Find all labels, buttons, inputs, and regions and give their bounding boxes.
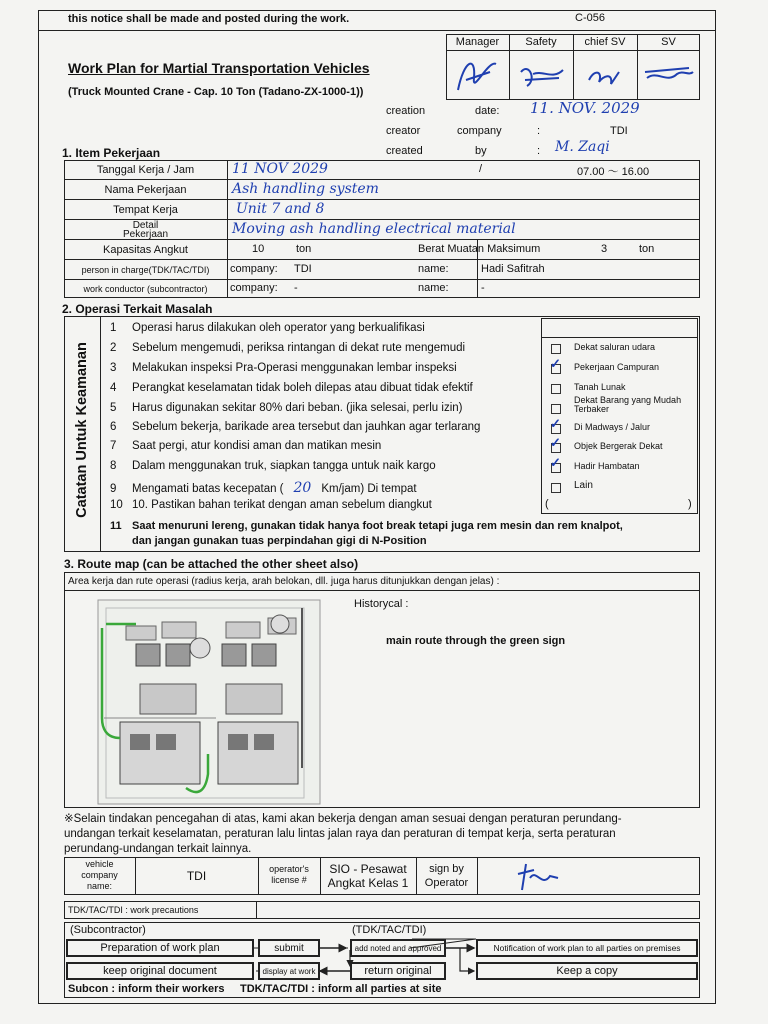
safety-item-6: 6 Sebelum bekerja, barikade area tersebut dan jauhkan agar terlarang: [110, 421, 481, 433]
checkmark-pekerjaan-campuran: ✓: [550, 356, 561, 371]
declaration-line-1: ※Selain tindakan pencegahan di atas, kami akan bekerja dengan aman sesuai dengan peraturan perundang-: [64, 813, 622, 825]
flow-footer-subcon: Subcon : inform their workers: [68, 983, 225, 995]
flow-arrows: [64, 936, 700, 986]
section2-title: 2. Operasi Terkait Masalah: [62, 302, 213, 316]
company-colon: :: [537, 125, 541, 137]
by-label: by: [475, 145, 487, 157]
checkmark-objek-bergerak: ✓: [550, 435, 561, 450]
pic-label: person in charge(TDK/TAC/TDI): [64, 260, 228, 279]
check-label-madways: Di Madways / Jalur: [574, 422, 651, 432]
signature-chief-sv: [573, 50, 637, 100]
safety-item-11-cont: dan jangan gunakan tuas perpindahan gigi di N-Position: [132, 535, 427, 547]
vehicle-label: vehicle company name:: [81, 859, 118, 891]
historical-label: Historycal :: [354, 598, 409, 610]
checkmark-madways: ✓: [550, 416, 561, 431]
approval-col-safety: Safety: [525, 36, 557, 48]
row-conductor: [64, 280, 700, 298]
check-label-lain: Lain: [574, 480, 593, 491]
signature-safety: [509, 50, 573, 100]
conductor-name-value: -: [481, 282, 485, 294]
safety-vertical-label: Catatan Untuk Keamanan: [74, 342, 90, 518]
check-label-hadir-hambatan: Hadir Hambatan: [574, 461, 640, 471]
checkbox-lain[interactable]: [551, 483, 561, 493]
display-at-work-box: display at work: [258, 962, 320, 980]
check-label-dekat-saluran: Dekat saluran udara: [574, 342, 656, 352]
safety-item-11: 11 Saat menuruni lereng, gunakan tidak hanya foot break tetapi juga rem mesin dan rem knalpot,: [110, 520, 623, 532]
safety-item-4: 4 Perangkat keselamatan tidak boleh dilepas atau dibuat tidak efektif: [110, 382, 473, 394]
lain-paren-open: (: [545, 498, 549, 510]
pic-company-label: company:: [230, 263, 278, 275]
pic-name-label: name:: [418, 263, 449, 275]
pic-company-value: TDI: [294, 263, 312, 275]
speed-limit-value: 20: [293, 480, 312, 496]
prep-work-plan: Preparation of work plan: [66, 939, 254, 957]
berat-value: 3: [601, 243, 608, 255]
kapasitas-value: 10: [252, 243, 265, 255]
by-value: M. Zaqi: [555, 139, 610, 155]
row-tempat: [64, 200, 700, 220]
detail-value: Moving ash handling electrical material: [232, 221, 516, 237]
sign-label: sign by Operator: [424, 863, 469, 889]
row-detail: [64, 220, 700, 240]
return-original-box: return original: [350, 962, 446, 980]
kapasitas-label: Kapasitas Angkut: [64, 240, 228, 259]
signature-operator: [500, 858, 570, 894]
checkbox-barang-mudah-terbakar[interactable]: [551, 404, 561, 414]
row-nama: [64, 180, 700, 200]
notice-text: this notice shall be made and posted during the work.: [68, 13, 350, 25]
vehicle-company: TDI: [186, 869, 207, 883]
route-note: main route through the green sign: [386, 635, 566, 647]
flow-subcontractor: (Subcontractor): [70, 924, 146, 936]
site-plan-map: [96, 598, 322, 806]
license-label: operator's license #: [269, 864, 309, 885]
page-subtitle: (Truck Mounted Crane - Cap. 10 Ton (Tadano-ZX-1000-1)): [68, 86, 364, 98]
checkmark-hadir-hambatan: ✓: [550, 455, 561, 470]
license-value: SIO - Pesawat Angkat Kelas 1: [327, 862, 409, 890]
berat-unit: ton: [639, 243, 655, 255]
created-label: created: [386, 145, 423, 157]
safety-item-10: 10 10. Pastikan bahan terikat dengan aman sebelum diangkut: [110, 499, 432, 511]
check-label-objek-bergerak: Objek Bergerak Dekat: [574, 441, 663, 451]
kapasitas-unit: ton: [296, 243, 312, 255]
tempat-label: Tempat Kerja: [64, 200, 228, 219]
row-kapasitas: [64, 240, 700, 260]
detail-label-2: Pekerjaan: [122, 228, 169, 240]
date-label: date:: [475, 105, 500, 117]
company-label: company: [457, 125, 502, 137]
precautions-label: TDK/TAC/TDI : work precautions: [68, 905, 199, 915]
safety-item-5: 5 Harus digunakan sekitar 80% dari beban. (jika selesai, perlu izin): [110, 402, 463, 414]
keep-copy-box: Keep a copy: [476, 962, 698, 980]
by-colon: :: [537, 145, 541, 157]
notification-box: Notification of work plan to all parties on premises: [476, 939, 698, 957]
berat-label: Berat Muatan Maksimum: [418, 243, 541, 255]
noted-approved-box: add noted and approved: [350, 939, 446, 957]
approval-col-manager: Manager: [455, 36, 500, 48]
declaration-line-3: perundang-undangan terkait lainnya.: [64, 843, 252, 855]
safety-item-3: 3 Melakukan inspeksi Pra-Operasi menggunakan lembar inspeksi: [110, 362, 457, 374]
tempat-value: Unit 7 and 8: [236, 201, 325, 217]
creator-label: creator: [386, 125, 421, 137]
page-title: Work Plan for Martial Transportation Vehicles: [68, 60, 370, 76]
tanggal-value: 11 NOV 2029: [232, 161, 328, 177]
section1-title: 1. Item Pekerjaan: [62, 146, 161, 160]
checkbox-dekat-saluran[interactable]: [551, 344, 561, 354]
safety-item-1: 1 Operasi harus dilakukan oleh operator yang berkualifikasi: [110, 322, 425, 334]
flow-footer-tdk: TDK/TAC/TDI : inform all parties at site: [240, 983, 442, 995]
tanggal-time: 07.00 ～ 16.00: [577, 166, 650, 178]
conductor-label: work conductor (subcontractor): [64, 280, 228, 298]
check-label-barang-mudah-terbakar: Dekat Barang yang Mudah Terbaker: [574, 395, 682, 414]
submit-box: submit: [258, 939, 320, 957]
checkbox-tanah-lunak[interactable]: [551, 384, 561, 394]
nama-label: Nama Pekerjaan: [64, 180, 228, 199]
conductor-name-label: name:: [418, 282, 449, 294]
nama-value: Ash handling system: [232, 181, 379, 197]
tanggal-slash: /: [479, 163, 483, 175]
document-code: C-056: [575, 12, 605, 24]
conductor-company-value: -: [294, 282, 298, 294]
declaration: [64, 812, 622, 857]
approval-col-sv: SV: [661, 36, 676, 48]
row-pic: [64, 260, 700, 280]
flow-tdk: (TDK/TAC/TDI): [352, 924, 427, 936]
safety-item-8: 8 Dalam menggunakan truk, siapkan tangga untuk naik kargo: [110, 460, 436, 472]
pic-name-value: Hadi Safitrah: [481, 263, 545, 275]
signature-sv: [637, 50, 700, 100]
section3-title: 3. Route map (can be attached the other sheet also): [64, 557, 359, 571]
check-label-pekerjaan-campuran: Pekerjaan Campuran: [574, 362, 660, 372]
safety-item-9: 9 Mengamati batas kecepatan ( 20 Km/jam) Di tempat: [110, 480, 417, 496]
safety-item-2: 2 Sebelum mengemudi, periksa rintangan di dekat rute mengemudi: [110, 342, 466, 354]
creation-label: creation: [386, 105, 426, 117]
date-value: 11. NOV. 2029: [530, 99, 640, 117]
declaration-line-2: undangan terkait keselamatan, peraturan lalu lintas jalan raya dan peraturan di tempat kerja, serta peraturan: [64, 828, 616, 840]
approval-col-chief-sv: chief SV: [584, 36, 626, 48]
route-instruction: Area kerja dan rute operasi (radius kerja, arah belokan, dll. juga harus ditunjukkan dengan jelas) :: [68, 576, 500, 587]
check-label-tanah-lunak: Tanah Lunak: [574, 382, 626, 392]
lain-paren-close: ): [688, 498, 692, 510]
conductor-company-label: company:: [230, 282, 278, 294]
detail-label-1: Detail: [132, 219, 159, 231]
tanggal-label: Tanggal Kerja / Jam: [64, 160, 228, 179]
safety-item-7: 7 Saat pergi, atur kondisi aman dan matikan mesin: [110, 440, 382, 452]
row-tanggal: [64, 160, 700, 180]
signature-manager: [446, 50, 509, 100]
keep-original-box: keep original document: [66, 962, 254, 980]
company-value: TDI: [610, 125, 628, 137]
